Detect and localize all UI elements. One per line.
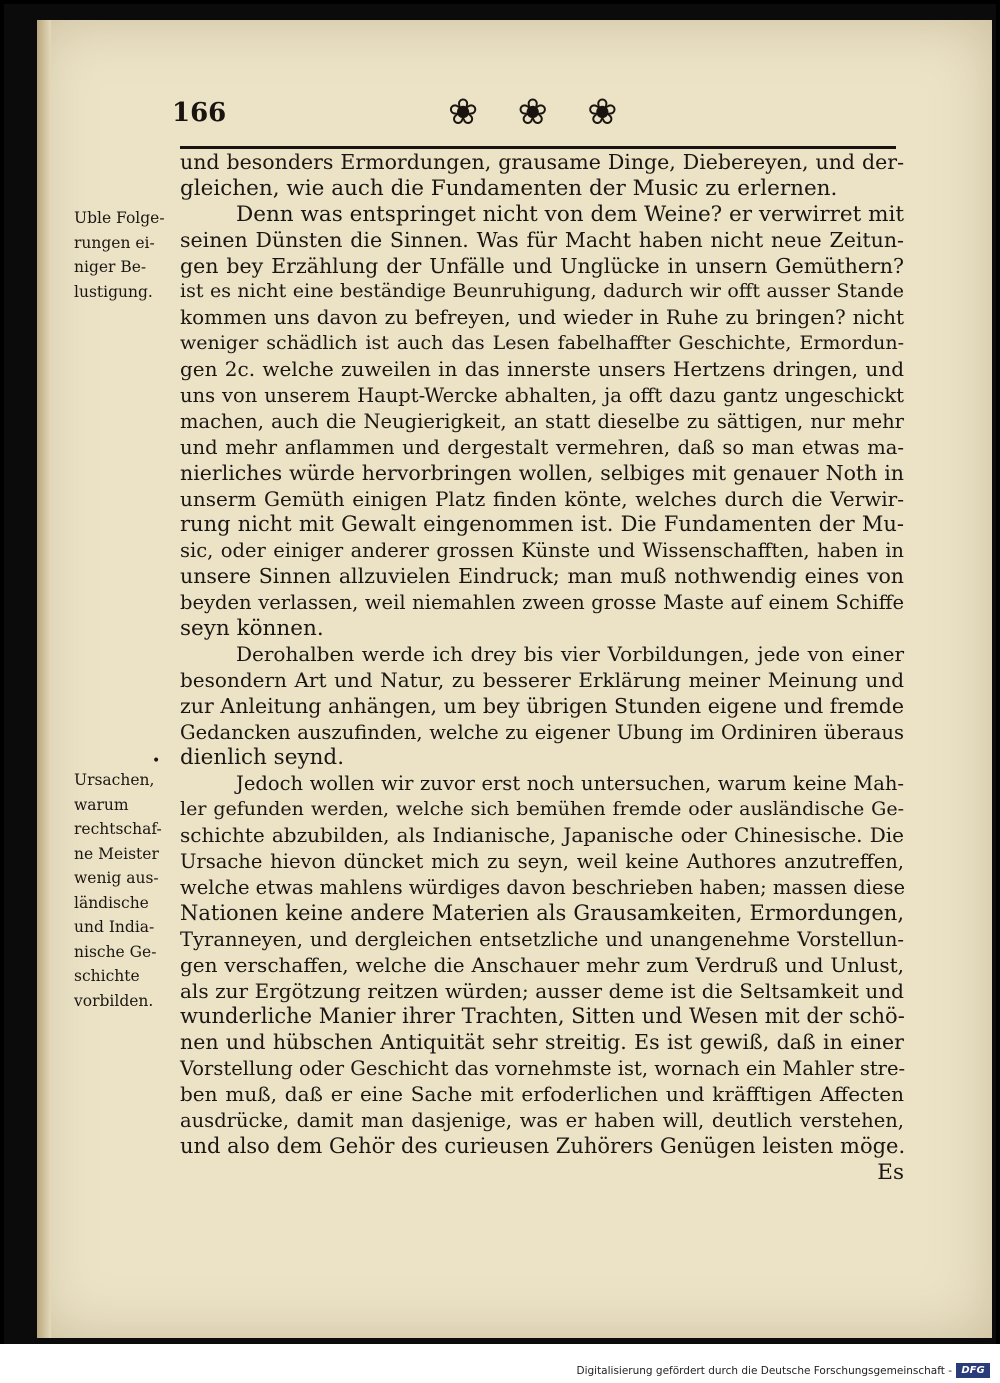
text-line: nierliches würde hervorbringen wollen, selbiges mit genauer Noth in <box>180 460 904 485</box>
catchword: Es <box>877 1159 904 1185</box>
text-line: gen verschaffen, welche die Anschauer mehr zum Verdruß und Unlust, <box>180 952 904 977</box>
margin-note-line: und India- <box>74 918 155 936</box>
text-line: Jedoch wollen wir zuvor erst noch untersuchen, warum keine Mah- <box>236 772 904 796</box>
header-ornament: ❀ ❀ ❀ <box>448 92 632 133</box>
page-spine-shadow <box>37 20 51 1338</box>
header-rule <box>180 146 896 149</box>
text-line: seyn können. <box>180 616 324 642</box>
text-line: gen 2c. welche zuweilen in das innerste unsers Hertzens dringen, und <box>180 357 904 382</box>
text-line: und mehr anflammen und dergestalt vermehren, daß so man etwas ma- <box>180 435 904 459</box>
page-header <box>172 92 892 140</box>
margin-note-consequences <box>74 206 178 304</box>
text-line: seinen Dünsten die Sinnen. Was für Macht haben nicht neue Zeitun- <box>180 227 904 252</box>
funding-notice: Digitalisierung gefördert durch die Deutsche Forschungsgemeinschaft - <box>576 1365 952 1377</box>
margin-mark: • <box>152 753 161 769</box>
text-line: besondern Art und Natur, zu besserer Erklärung meiner Meinung und <box>180 667 904 692</box>
text-line: ausdrücke, damit man dasjenige, was er haben will, deutlich verstehen, <box>180 1108 904 1132</box>
margin-note-line: ländische <box>74 893 149 912</box>
text-line: schichte abzubilden, als Indianische, Japanische oder Chinesische. Die <box>180 823 904 848</box>
text-line: uns von unserem Haupt-Wercke abhalten, ja offt dazu gantz ungeschickt <box>180 384 904 408</box>
dfg-logo[interactable]: DFG <box>956 1363 990 1378</box>
margin-note-line: rungen ei- <box>74 233 155 252</box>
text-line: wunderliche Manier ihrer Trachten, Sitten und Wesen mit der schö- <box>180 1004 905 1029</box>
margin-note-line: schichte <box>74 967 140 985</box>
text-line: Vorstellung oder Geschicht das vornehmste ist, wornach ein Mahler stre- <box>180 1057 906 1081</box>
text-line: weniger schädlich ist auch das Lesen fabelhaffter Geschichte, Ermordun- <box>180 332 904 355</box>
text-line: machen, auch die Neugierigkeit, an statt dieselbe zu sättigen, nur mehr <box>180 409 904 433</box>
text-line: nen und hübschen Antiquität sehr streitig. Es ist gewiß, daß in einer <box>180 1030 904 1055</box>
text-line: kommen uns davon zu befreyen, und wieder in Ruhe zu bringen? nicht <box>180 305 904 330</box>
margin-note-line: wenig aus- <box>74 869 159 887</box>
margin-note-line: vorbilden. <box>74 991 154 1010</box>
text-line: als zur Ergötzung reitzen würden; ausser deme ist die Seltsamkeit und <box>180 978 904 1003</box>
text-line: und besonders Ermordungen, grausame Dinge, Diebereyen, und der- <box>180 150 904 174</box>
margin-note-line: lustigung. <box>74 282 153 301</box>
margin-note-line: Ursachen, <box>74 771 155 789</box>
text-line: und also dem Gehör des curieusen Zuhörers Genügen leisten möge. <box>180 1133 906 1158</box>
text-line: Nationen keine andere Materien als Grausamkeiten, Ermordungen, <box>180 900 904 925</box>
text-line: gen bey Erzählung der Unfälle und Unglücke in unsern Gemüthern? <box>180 253 904 278</box>
margin-note-line: niger Be- <box>74 258 147 276</box>
text-line: beyden verlassen, weil niemahlen zween grosse Maste auf einem Schiffe <box>180 591 904 615</box>
margin-note-reasons <box>74 768 178 1013</box>
margin-note-line: rechtschaf- <box>74 820 162 838</box>
text-line: ben muß, daß er eine Sache mit erfoderlichen und kräfftigen Affecten <box>180 1082 904 1107</box>
text-line: sic, oder einiger anderer grossen Künste und Wissenschafften, haben in <box>180 539 904 563</box>
text-line: rung nicht mit Gewalt eingenommen ist. Die Fundamenten der Mu- <box>180 512 904 537</box>
text-line: zur Anleitung anhängen, um bey übrigen Stunden eigene und fremde <box>180 693 904 718</box>
text-line: ist es nicht eine beständige Beunruhigung, dadurch wir offt ausser Stande <box>180 280 904 303</box>
margin-note-line: nische Ge- <box>74 942 157 961</box>
body-text <box>180 150 904 1186</box>
footer-bar <box>0 1344 1000 1383</box>
text-line: unsere Sinnen allzuvielen Eindruck; man muß nothwendig eines von <box>180 564 904 589</box>
margin-note-line: Uble Folge- <box>74 209 165 227</box>
text-line: Derohalben werde ich drey bis vier Vorbildungen, jede von einer <box>236 641 904 666</box>
text-line: dienlich seynd. <box>180 745 345 771</box>
text-line: Ursache hievon düncket mich zu seyn, weil keine Authores anzutreffen, <box>180 850 904 874</box>
margin-note-line: ne Meister <box>74 844 159 863</box>
margin-note-line: warum <box>74 795 129 814</box>
text-line: welche etwas mahlens würdiges davon beschrieben haben; massen diese <box>180 875 906 899</box>
text-line: Tyranneyen, und dergleichen entsetzliche und unangenehme Vorstellun- <box>180 927 904 951</box>
text-line: unserm Gemüth einigen Platz finden könte, welches durch die Verwir- <box>180 486 904 511</box>
text-line: Gedancken auszufinden, welche zu eigener Ubung im Ordiniren überaus <box>180 720 904 744</box>
text-line: ler gefunden werden, welche sich bemühen fremde oder ausländische Ge- <box>180 798 904 821</box>
text-line: gleichen, wie auch die Fundamenten der Music zu erlernen. <box>180 175 838 201</box>
text-line: Denn was entspringet nicht von dem Weine? er verwirret mit <box>236 201 904 227</box>
page-number: 166 <box>172 98 227 128</box>
